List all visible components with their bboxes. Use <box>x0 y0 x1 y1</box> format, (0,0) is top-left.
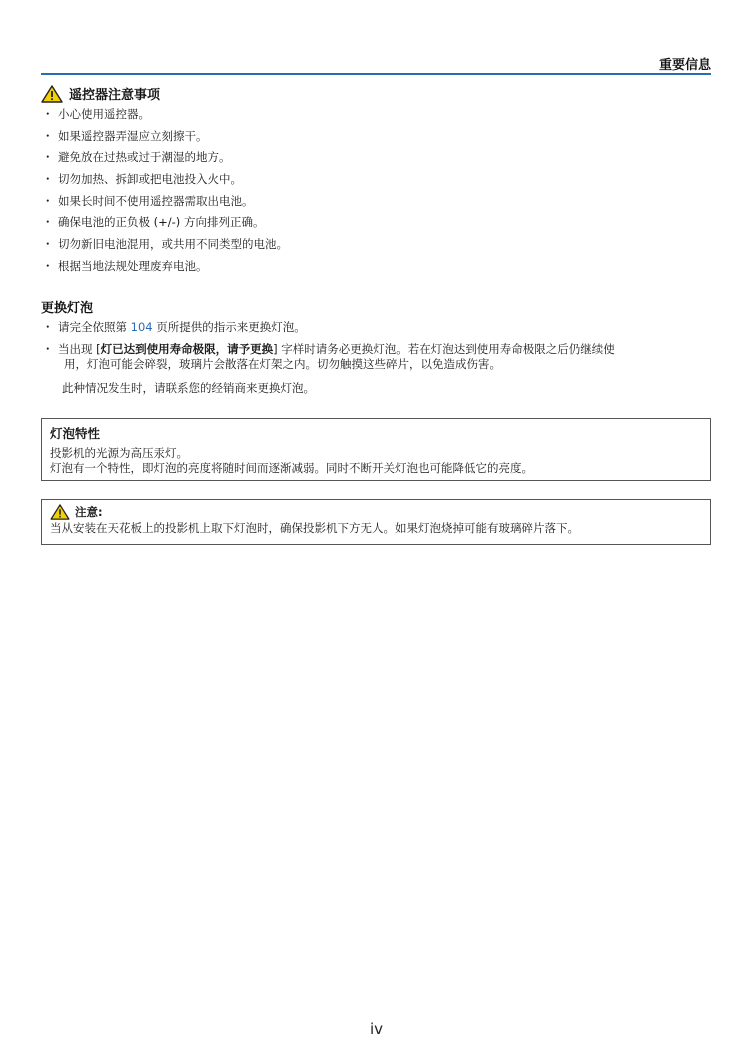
list-item: ・ 切勿加热、拆卸或把电池投入火中。 <box>42 172 242 187</box>
caution-heading <box>50 504 702 520</box>
lamp-warning-message: 灯已达到使用寿命极限，请予更换 <box>100 341 274 356</box>
bullet: ・ <box>42 150 54 165</box>
bullet: ・ <box>42 320 54 334</box>
header-rule <box>41 73 711 75</box>
caution-text: 当从安装在天花板上的投影机上取下灯泡时，确保投影机下方无人。如果灯泡烧掉可能有玻璃碎片落下。 <box>50 521 579 535</box>
list-item-continuation: 用，灯泡可能会碎裂，玻璃片会散落在灯架之内。切勿触摸这些碎片，以免造成伤害。 <box>64 356 501 371</box>
remote-precautions-list <box>41 107 711 281</box>
list-item: ・ 小心使用遥控器。 <box>42 107 150 121</box>
caution-label: 注意: <box>75 505 103 519</box>
bullet: ・ <box>42 193 54 208</box>
bullet: ・ <box>42 215 54 230</box>
list-item: ・ 避免放在过热或过于潮湿的地方。 <box>42 150 231 165</box>
bullet: ・ <box>42 172 54 187</box>
list-item: ・ 切勿新旧电池混用，或共用不同类型的电池。 <box>42 237 288 252</box>
warning-icon <box>41 85 63 103</box>
bullet: ・ <box>42 128 54 143</box>
caution-box <box>41 499 711 545</box>
lamp-characteristics-box <box>41 418 711 481</box>
remote-section-heading <box>41 84 160 103</box>
box-line: 投影机的光源为高压汞灯。 <box>50 446 188 460</box>
bullet: ・ <box>42 258 54 273</box>
remote-heading-text: 遥控器注意事项 <box>69 88 161 103</box>
list-item: ・ 根据当地法规处理废弃电池。 <box>42 258 208 273</box>
page-number: iv <box>369 1020 384 1038</box>
bullet: ・ <box>42 237 54 252</box>
box-line: 灯泡有一个特性，即灯泡的亮度将随时间而逐渐减弱。同时不断开关灯泡也可能降低它的亮度。 <box>50 461 533 475</box>
lamp-section-heading: 更换灯泡 <box>41 301 94 316</box>
warning-icon <box>50 504 70 520</box>
list-item: ・ 如果遥控器弄湿应立刻擦干。 <box>42 128 208 143</box>
list-item: ・ 当出现 [灯已达到使用寿命极限，请予更换] 字样时请务必更换灯泡。若在灯泡达到使用寿命极限之后仍继续使 用，灯泡可能会碎裂，玻璃片会散落在灯架之内。切勿触摸这些碎片，以免造成伤害。 <box>42 341 615 371</box>
box-title: 灯泡特性 <box>50 426 101 441</box>
page-header-title: 重要信息 <box>658 58 711 73</box>
list-item: ・ 请完全依照第 104 页所提供的指示来更换灯泡。 <box>42 320 306 334</box>
list-item: ・ 如果长时间不使用遥控器需取出电池。 <box>42 193 254 208</box>
bullet: ・ <box>42 107 54 121</box>
lamp-contact-note: 此种情况发生时，请联系您的经销商来更换灯泡。 <box>62 381 315 395</box>
bullet: ・ <box>42 341 54 356</box>
lamp-replacement-list <box>41 320 711 372</box>
page-reference-link[interactable]: 104 <box>130 320 153 334</box>
list-item: ・ 确保电池的正负极 (+/-) 方向排列正确。 <box>42 215 265 230</box>
